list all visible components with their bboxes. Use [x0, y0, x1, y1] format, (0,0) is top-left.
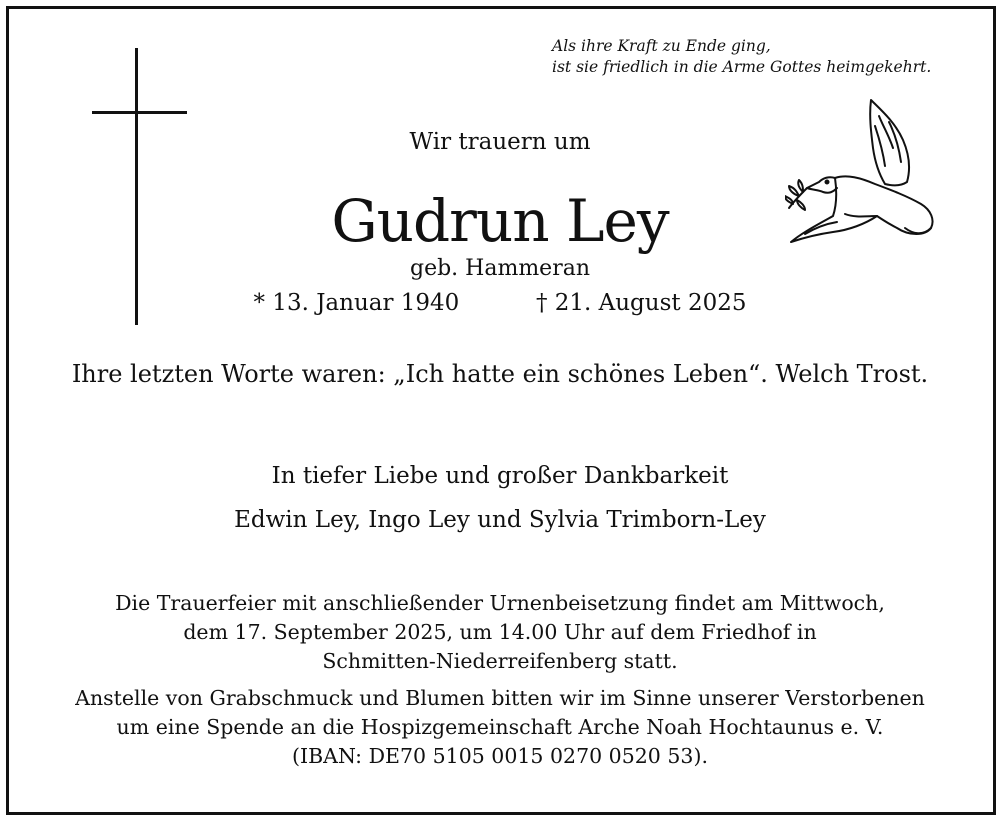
deceased-name: Gudrun Ley	[331, 187, 669, 255]
funeral-service-info	[0, 589, 1000, 676]
mourners-intro: In tiefer Liebe und großer Dankbarkeit	[271, 463, 729, 489]
service-line-1: Die Trauerfeier mit anschließender Urnenbeisetzung findet am Mittwoch,	[115, 591, 885, 615]
intro-text: Wir trauern um	[409, 129, 591, 155]
donation-line-2: um eine Spende an die Hospizgemeinschaft Arche Noah Hochtaunus e. V.	[116, 715, 884, 739]
mourners-names: Edwin Ley, Ingo Ley und Sylvia Trimborn-Ley	[234, 507, 766, 533]
motto	[552, 36, 982, 78]
service-line-2: dem 17. September 2025, um 14.00 Uhr auf dem Friedhof in	[183, 620, 817, 644]
donation-info	[0, 684, 1000, 771]
donation-line-3: (IBAN: DE70 5105 0015 0270 0520 53).	[292, 744, 708, 768]
service-line-3: Schmitten-Niederreifenberg statt.	[322, 649, 678, 673]
donation-line-1: Anstelle von Grabschmuck und Blumen bitten wir im Sinne unserer Verstorbenen	[75, 686, 925, 710]
birth-name: geb. Hammeran	[409, 256, 591, 281]
birth-date: * 13. Januar 1940	[253, 290, 460, 316]
death-date: † 21. August 2025	[535, 290, 747, 316]
motto-line-1: Als ihre Kraft zu Ende ging,	[552, 37, 771, 55]
life-dates	[0, 290, 1000, 316]
motto-line-2: ist sie friedlich in die Arme Gottes heimgekehrt.	[552, 58, 932, 76]
last-words-quote: Ihre letzten Worte waren: „Ich hatte ein schönes Leben“. Welch Trost.	[71, 360, 929, 388]
